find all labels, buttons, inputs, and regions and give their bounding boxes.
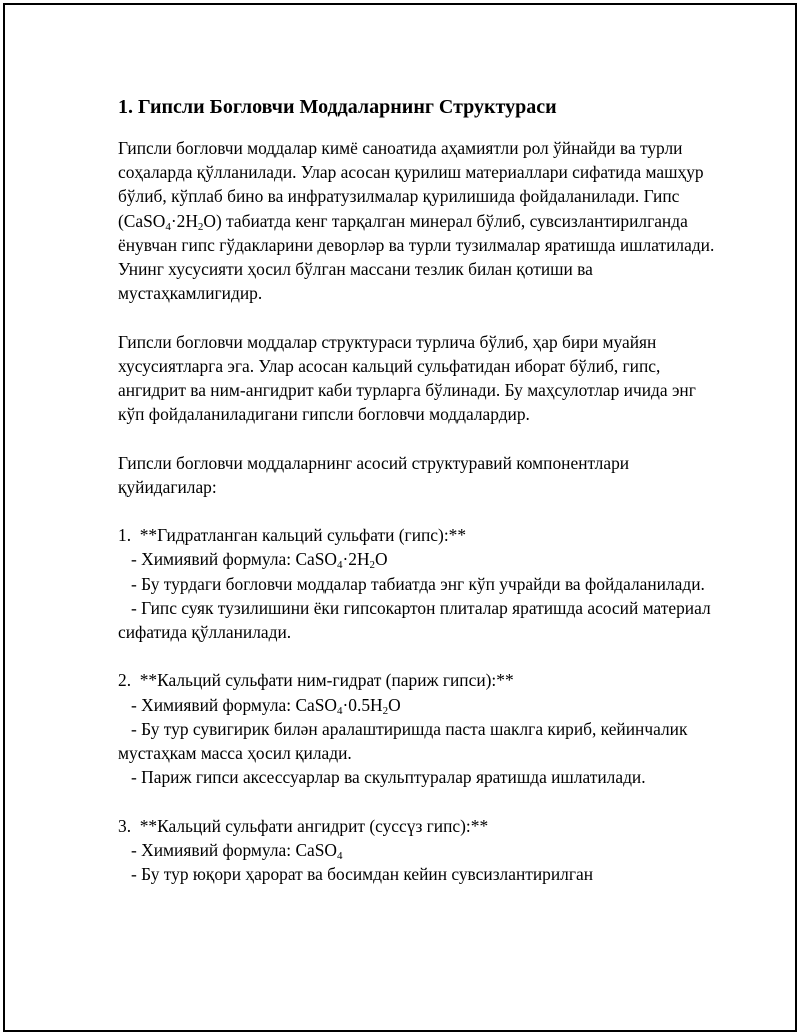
item-line: - Париж гипси аксессуарлар ва скульптуралар яратишда ишлатилади.: [118, 767, 646, 788]
item-title: 2. **Кальций сульфати ним-гидрат (париж гипси):**: [118, 670, 514, 691]
item-title: 1. **Гидратланган кальций сульфати (гипс):**: [118, 525, 467, 546]
item-line: - Бу тур сувигирик билән аралаштиришда паста шаклга кириб, кейинчалик мустаҳкам масса ҳосил қилади.: [118, 718, 692, 764]
item-formula: - Химиявий формула: CaSO$_4$: [118, 839, 343, 862]
paragraph-intro: Гипсли богловчи моддалар кимё саноатида аҳамиятли рол ўйнайди ва турли соҳаларда қўлланилади. Улар асосан қурилиш материаллари сифатида машҳур бўлиб, кўплаб бино ва инфратузилмалар қурилишида фойдаланилади. Гипс $(CaSO_4\cdot 2H_2O)$ табиатда кенг тарқалган минерал бўлиб, сувсизлантирилганда ёнувчан гипс гўдакларини деворләр ва турли тузилмалар яратишда ишлатилади. Унинг хусусияти ҳосил бўлган массани тезлик билан қотиши ва мустаҳкамлигидир.: [118, 138, 715, 304]
item-formula: - Химиявий формула: $CaSO_4\cdot 0.5H_2O$: [118, 694, 401, 717]
list-item-gypsum: [118, 523, 718, 644]
list-item-anhydrite: [118, 814, 718, 887]
paragraph-structure: Гипсли богловчи моддалар структураси турлича бўлиб, ҳар бири муайян хусусиятларга эга. Улар асосан кальций сульфатидан иборат бўлиб, гипс, ангидрит ва ним-ангидрит каби турларга бўлинади. Бу маҳсулотлар ичида энг кўп фойдаланиладигани гипсли богловчи моддалардир.: [118, 331, 696, 425]
item-formula: - Химиявий формула: $CaSO_4\cdot 2H_2O$: [118, 549, 388, 572]
document-body: [118, 94, 718, 886]
section-heading: 1. Гипсли Богловчи Моддаларнинг Структураси: [118, 96, 557, 118]
item-line: - Бу тур юқори ҳарорат ва босимдан кейин сувсизлантирилган: [118, 864, 594, 885]
item-title: 3. **Кальций сульфати ангидрит (суссүз гипс):**: [118, 815, 489, 836]
item-line: - Гипс суяк тузилишини ёки гипсокартон плиталар яратишда асосий материал сифатида қўлланилади.: [118, 597, 715, 643]
list-item-hemihydrate: [118, 668, 718, 789]
paragraph-components: Гипсли богловчи моддаларнинг асосий структуравий компонентлари қуйидагилар:: [118, 452, 630, 497]
item-line: - Бу турдаги богловчи моддалар табиатда энг кўп учрайди ва фойдаланилади.: [118, 573, 705, 594]
